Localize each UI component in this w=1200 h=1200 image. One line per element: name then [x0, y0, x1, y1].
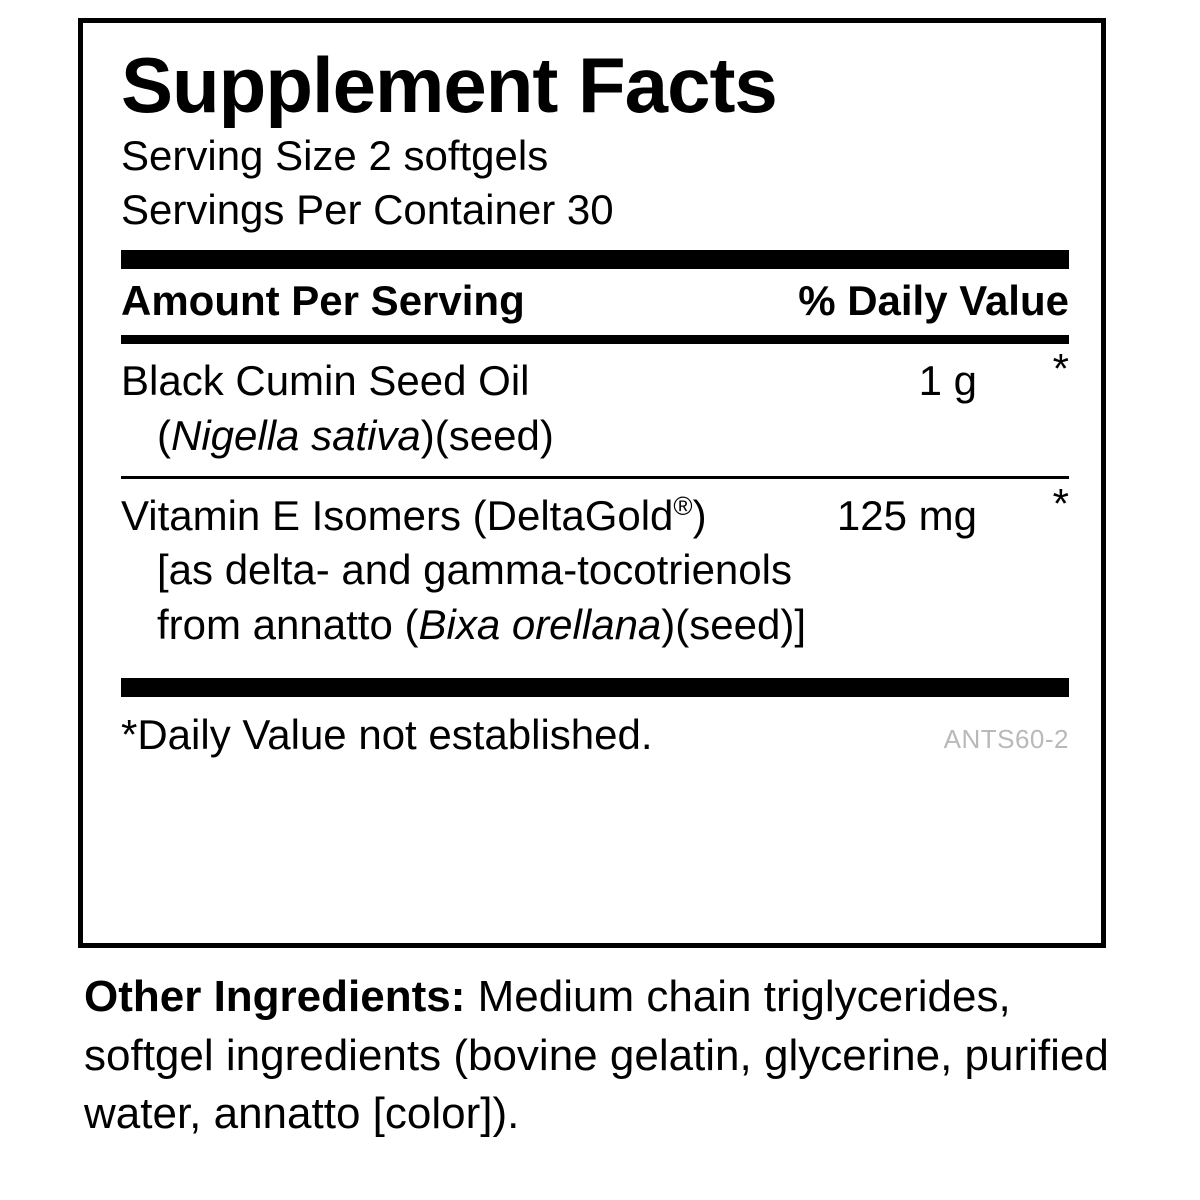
daily-value-footnote: *Daily Value not established. [121, 711, 653, 759]
ingredient-detail-line-1: [as delta- and gamma-tocotrienols [157, 546, 792, 594]
latin-name: Bixa orellana [418, 600, 662, 648]
footnote-row [121, 697, 1069, 759]
registered-trademark-icon: ® [673, 490, 693, 521]
part-descriptor: )(seed) [420, 411, 554, 459]
divider-thick-top [121, 250, 1069, 269]
ingredient-daily-value: * [1052, 345, 1069, 393]
ingredient-detail-line-2 [121, 598, 1069, 653]
ingredient-name-close: ) [692, 491, 707, 539]
header-daily-value: % Daily Value [798, 277, 1069, 325]
detail-suffix: )(seed)] [661, 600, 806, 648]
servings-per-container-text: Servings Per Container 30 [121, 185, 614, 233]
other-ingredients-text: Medium chain triglycerides, softgel ingredients (bovine gelatin, glycerine, purified water, annatto [color]). [84, 972, 1109, 1139]
serving-size-text: Serving Size 2 softgels [121, 131, 549, 179]
sku-code: ANTS60-2 [943, 724, 1069, 755]
ingredient-amount: 1 g [918, 357, 977, 405]
other-ingredients-label: Other Ingredients: [84, 972, 466, 1021]
ingredient-amount: 125 mg [836, 491, 977, 539]
ingredient-row-vitamin-e-isomers [121, 479, 1069, 665]
divider-thick-bottom [121, 678, 1069, 697]
table-header-row [121, 269, 1069, 335]
ingredient-row-black-cumin-seed-oil [121, 344, 1069, 475]
divider-under-header [121, 335, 1069, 344]
ingredient-name [121, 489, 707, 544]
ingredient-daily-value: * [1052, 479, 1069, 527]
panel-title: Supplement Facts [121, 41, 777, 129]
supplement-facts-panel [78, 18, 1106, 948]
paren-open: ( [157, 411, 171, 459]
detail-prefix: from annatto ( [157, 600, 419, 648]
latin-name: Nigella sativa [171, 411, 421, 459]
other-ingredients-block [84, 968, 1144, 1144]
ingredient-name: Black Cumin Seed Oil [121, 357, 530, 405]
ingredient-name-text: Vitamin E Isomers (DeltaGold [121, 491, 674, 539]
ingredient-source-line [121, 409, 1069, 464]
header-amount-per-serving: Amount Per Serving [121, 277, 525, 325]
